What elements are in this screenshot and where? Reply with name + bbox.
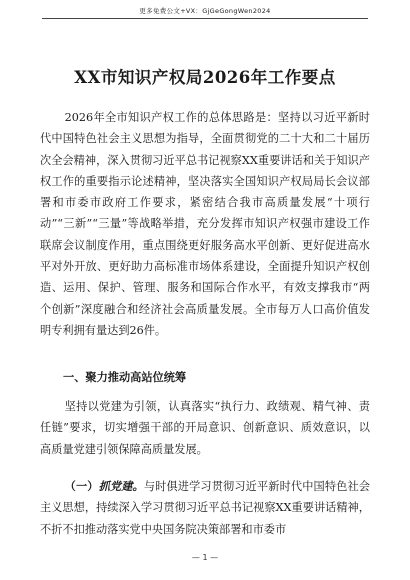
item-title: 抓党建。	[98, 479, 144, 493]
page-number: — 1 —	[191, 553, 219, 562]
item-lead	[65, 479, 144, 493]
item-paragraph	[40, 476, 370, 540]
section-heading: 一、聚力推动高站位统筹	[63, 371, 187, 384]
intro-paragraph: 2026年全市知识产权工作的总体思路是：坚持以习近平新时代中国特色社会主义思想为指导，全面贯彻党的二十大和二十届历次全会精神，深入贯彻习近平总书记视察XX重要讲话和关于知识产权工作的重要指示论述精神，坚决落实全国知识产权局局长会议部署和市委市政府工作要求，紧密结合我市高质量发展“十项行动”“三新”“三量”等战略举措，充分发挥市知识产权强市建设工作联席会议制度作用，重点围绕更好服务高水平创新、更好促进高水平对外开放、更好助力高标准市场体系建设，全面提升知识产权创造、运用、保护、管理、服务和国际合作水平，有效支撑我市“两个创新”深度融合和经济社会高质量发展。全市每万人口高价值发明专利拥有量达到26件。	[40, 111, 370, 337]
item-number: （一）	[64, 479, 99, 493]
header-divider	[42, 18, 368, 19]
section-paragraph: 坚持以党建为引领，认真落实“执行力、政绩观、精气神、责任链”要求，切实增强干部的开局意识、创新意识、质效意识，以高质量党建引领保障高质量发展。	[40, 400, 370, 456]
header-note: 更多免费公文+VX：GjGeGongWen2024	[139, 7, 271, 15]
item-text: 与时俱进学习贯彻习近平新时代中国特色社会主义思想，持续深入学习贯彻习近平总书记视察XX重要讲话精神，不折不扣推动落实党中央国务院决策部署和市委市	[40, 480, 370, 536]
document-title: XX市知识产权局2026年工作要点	[74, 68, 336, 87]
